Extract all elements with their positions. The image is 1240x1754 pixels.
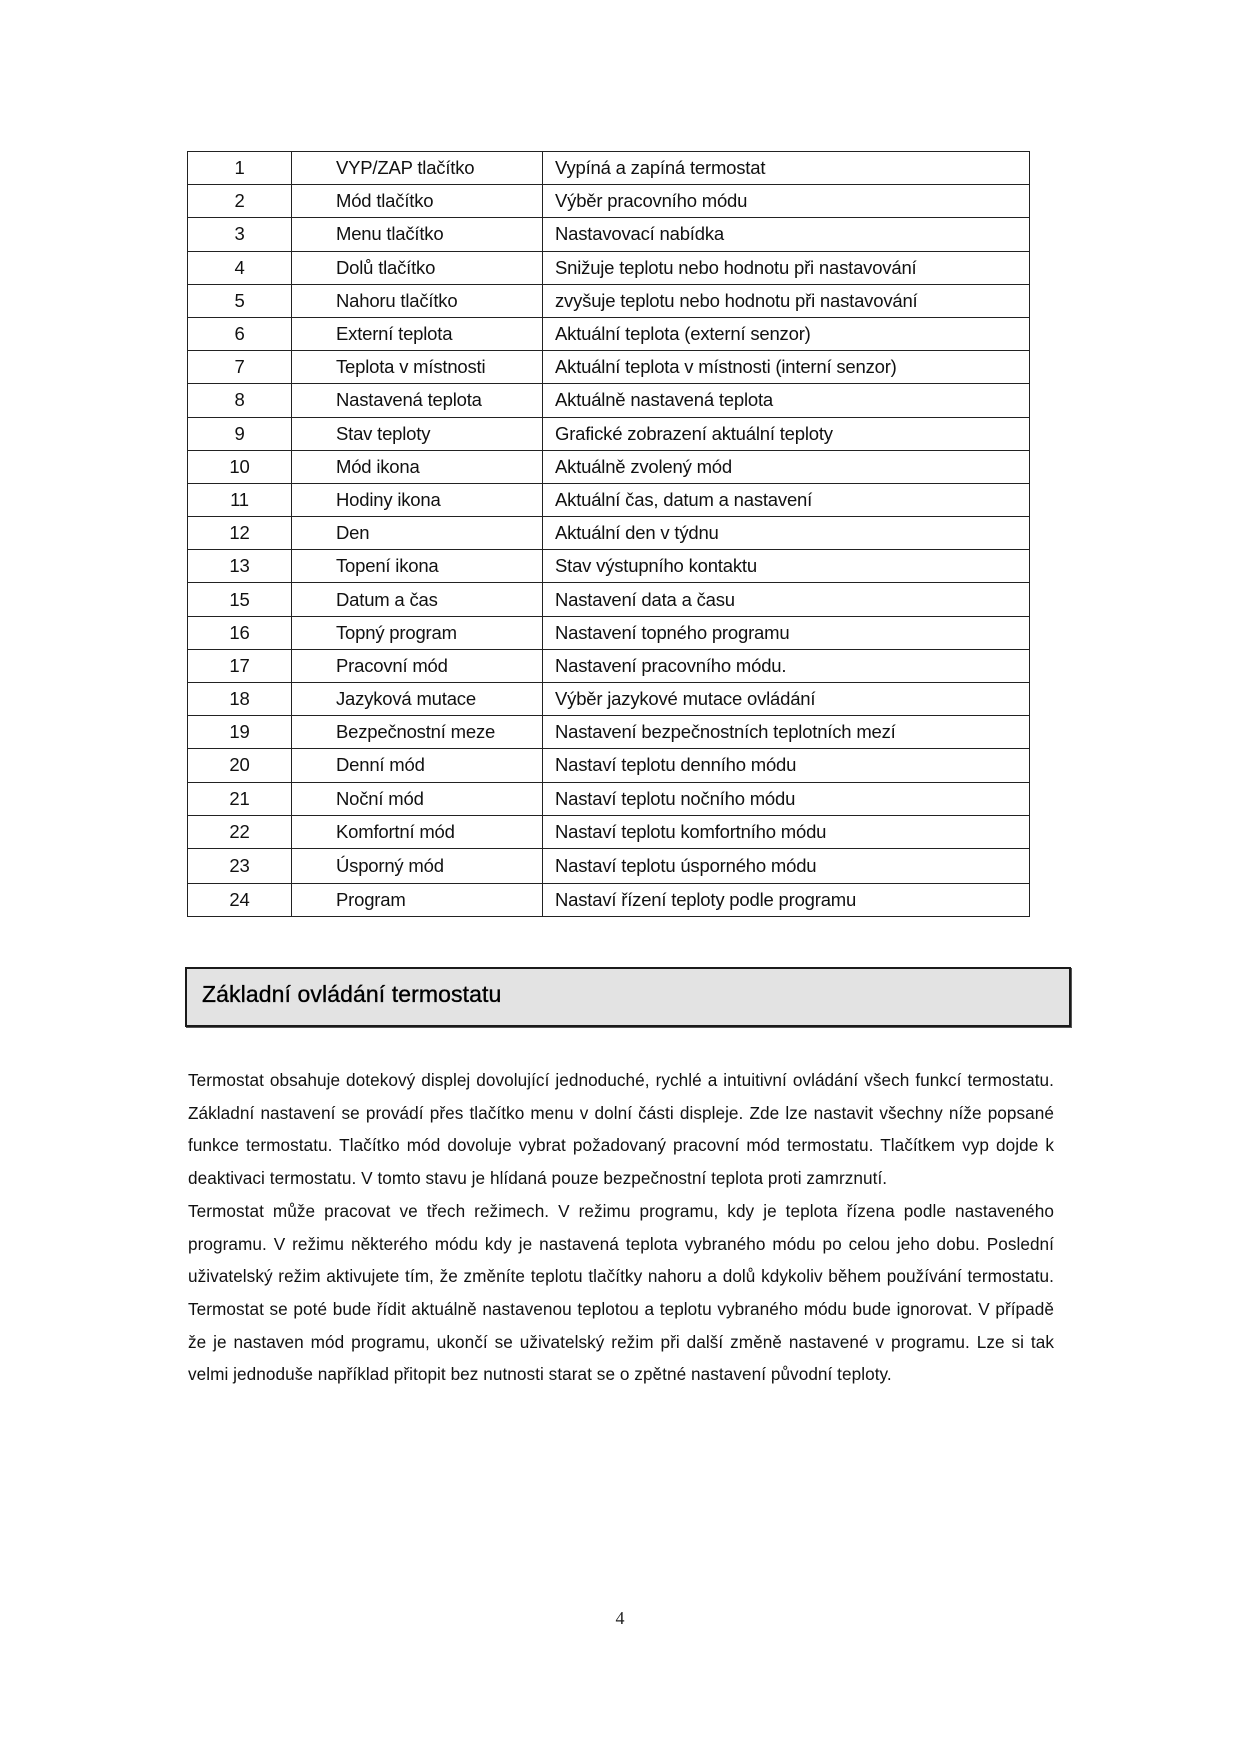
item-name-cell: Bezpečnostní meze [292,716,543,749]
table-row [188,284,1030,317]
item-name-cell: Mód ikona [292,450,543,483]
table-row [188,716,1030,749]
table-row [188,450,1030,483]
item-name-cell: Teplota v místnosti [292,351,543,384]
item-name-cell: Úsporný mód [292,848,543,883]
table-row [188,848,1030,883]
item-name-cell: Externí teplota [292,317,543,350]
row-number-cell: 7 [188,351,292,384]
row-number-cell: 2 [188,185,292,218]
table-row [188,616,1030,649]
item-name-cell: Noční mód [292,782,543,815]
table-row [188,317,1030,350]
item-name-cell: Stav teploty [292,417,543,450]
section-heading-box [185,967,1071,1027]
item-description-cell: Nastavení bezpečnostních teplotních mezí [543,716,1030,749]
item-description-cell: Aktuální teplota (externí senzor) [543,317,1030,350]
item-name-cell: Nahoru tlačítko [292,284,543,317]
item-name-cell: Program [292,883,543,916]
item-name-cell: Topení ikona [292,550,543,583]
page-number: 4 [615,1608,625,1628]
row-number-cell: 19 [188,716,292,749]
row-number-cell: 1 [188,152,292,185]
row-number-cell: 20 [188,749,292,782]
display-legend-table [187,151,1030,917]
row-number-cell: 23 [188,848,292,883]
item-name-cell: Pracovní mód [292,649,543,682]
row-number-cell: 6 [188,317,292,350]
section-title: Základní ovládání termostatu [202,981,502,1007]
item-description-cell: Stav výstupního kontaktu [543,550,1030,583]
row-number-cell: 22 [188,815,292,848]
item-description-cell: Výběr jazykové mutace ovládání [543,683,1030,716]
row-number-cell: 24 [188,883,292,916]
item-description-cell: Aktuální čas, datum a nastavení [543,483,1030,516]
row-number-cell: 5 [188,284,292,317]
item-description-cell: Snižuje teplotu nebo hodnotu při nastavování [543,251,1030,284]
body-paragraph: Termostat obsahuje dotekový displej dovolující jednoduché, rychlé a intuitivní ovládání všech funkcí termostatu. Základní nastavení se provádí přes tlačítko menu v dolní části displeje. Zde lze nastavit všechny níže popsané funkce termostatu. Tlačítko mód dovoluje vybrat požadovaný pracovní mód termostatu. Tlačítkem vyp dojde k deaktivaci termostatu. V tomto stavu je hlídaná pouze bezpečnostní teplota proti zamrznutí. [188,1070,1054,1189]
table-row [188,550,1030,583]
item-description-cell: Nastavovací nabídka [543,218,1030,251]
table-row [188,152,1030,185]
item-name-cell: Hodiny ikona [292,483,543,516]
item-name-cell: Menu tlačítko [292,218,543,251]
item-description-cell: Vypíná a zapíná termostat [543,152,1030,185]
row-number-cell: 15 [188,583,292,616]
table-row [188,251,1030,284]
item-description-cell: Nastaví teplotu komfortního módu [543,815,1030,848]
table-row [188,218,1030,251]
row-number-cell: 16 [188,616,292,649]
table-row [188,483,1030,516]
item-description-cell: Nastavení pracovního módu. [543,649,1030,682]
row-number-cell: 11 [188,483,292,516]
item-description-cell: Nastaví teplotu denního módu [543,749,1030,782]
row-number-cell: 10 [188,450,292,483]
row-number-cell: 12 [188,517,292,550]
row-number-cell: 17 [188,649,292,682]
table-row [188,185,1030,218]
item-description-cell: Výběr pracovního módu [543,185,1030,218]
item-description-cell: Nastaví řízení teploty podle programu [543,883,1030,916]
item-name-cell: Denní mód [292,749,543,782]
item-description-cell: Aktuálně nastavená teplota [543,384,1030,417]
row-number-cell: 9 [188,417,292,450]
table-row [188,782,1030,815]
item-description-cell: Aktuální teplota v místnosti (interní senzor) [543,351,1030,384]
legend-table-body [188,152,1030,917]
item-description-cell: zvyšuje teplotu nebo hodnotu při nastavování [543,284,1030,317]
item-description-cell: Nastaví teplotu nočního módu [543,782,1030,815]
item-description-cell: Nastavení topného programu [543,616,1030,649]
table-row [188,583,1030,616]
item-name-cell: Mód tlačítko [292,185,543,218]
row-number-cell: 18 [188,683,292,716]
item-name-cell: Topný program [292,616,543,649]
item-description-cell: Aktuálně zvolený mód [543,450,1030,483]
item-name-cell: Den [292,517,543,550]
table-row [188,517,1030,550]
item-name-cell: Jazyková mutace [292,683,543,716]
table-row [188,649,1030,682]
item-name-cell: VYP/ZAP tlačítko [292,152,543,185]
body-paragraph: Termostat může pracovat ve třech režimech. V režimu programu, kdy je teplota řízena podle nastaveného programu. V režimu některého módu kdy je nastavená teplota vybraného módu po celou jeho dobu. Poslední uživatelský režim aktivujete tím, že změníte teplotu tlačítky nahoru a dolů kdykoliv během používání termostatu. Termostat se poté bude řídit aktuálně nastavenou teplotou a teplotu vybraného módu bude ignorovat. V případě že je nastaven mód programu, ukončí se uživatelský režim při další změně nastavené v programu. Lze si tak velmi jednoduše například přitopit bez nutnosti starat se o zpětné nastavení původní teploty. [188,1200,1054,1385]
table-row [188,351,1030,384]
table-row [188,749,1030,782]
table-row [188,417,1030,450]
row-number-cell: 13 [188,550,292,583]
row-number-cell: 4 [188,251,292,284]
item-description-cell: Aktuální den v týdnu [543,517,1030,550]
item-name-cell: Nastavená teplota [292,384,543,417]
item-name-cell: Datum a čas [292,583,543,616]
item-description-cell: Nastaví teplotu úsporného módu [543,848,1030,883]
item-description-cell: Grafické zobrazení aktuální teploty [543,417,1030,450]
row-number-cell: 21 [188,782,292,815]
item-description-cell: Nastavení data a času [543,583,1030,616]
row-number-cell: 3 [188,218,292,251]
item-name-cell: Dolů tlačítko [292,251,543,284]
row-number-cell: 8 [188,384,292,417]
section-body [188,1064,1054,1391]
table-row [188,384,1030,417]
table-row [188,883,1030,916]
table-row [188,815,1030,848]
table-row [188,683,1030,716]
item-name-cell: Komfortní mód [292,815,543,848]
